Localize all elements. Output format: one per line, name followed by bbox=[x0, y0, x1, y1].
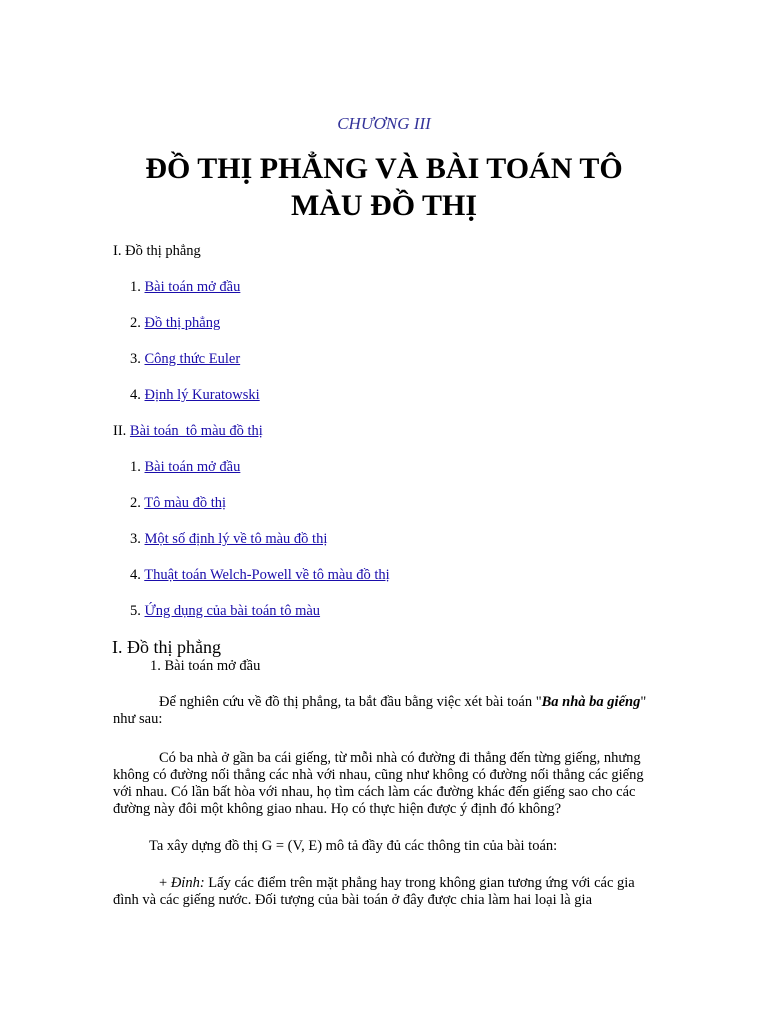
problem-name: Ba nhà ba giếng bbox=[541, 694, 641, 710]
title-line-1: ĐỒ THỊ PHẲNG VÀ BÀI TOÁN TÔ bbox=[145, 152, 623, 185]
toc-item bbox=[130, 567, 390, 584]
toc-link-mot-so-dinh-ly[interactable]: Một số định lý về tô màu đồ thị bbox=[144, 531, 328, 547]
toc-section-2 bbox=[113, 423, 263, 440]
subsection-heading: 1. Bài toán mở đầu bbox=[150, 658, 261, 674]
toc-item-num: 3. bbox=[130, 531, 141, 547]
paragraph-problem bbox=[113, 750, 658, 818]
section-heading: I. Đồ thị phẳng bbox=[112, 637, 221, 657]
toc-item-num: 2. bbox=[130, 495, 141, 511]
toc-section-1-num: I. bbox=[113, 243, 122, 259]
paragraph-intro-text: Để nghiên cứu về đồ thị phẳng, ta bắt đầu bằng việc xét bài toán " bbox=[159, 694, 542, 710]
toc-item bbox=[130, 315, 220, 332]
toc-item bbox=[130, 279, 240, 296]
toc-link-do-thi-phang[interactable]: Đồ thị phẳng bbox=[144, 315, 221, 331]
toc-item bbox=[130, 351, 240, 368]
vertices-label: Đỉnh: bbox=[170, 875, 205, 891]
paragraph-problem-text: Có ba nhà ở gần ba cái giếng, từ mỗi nhà có đường đi thẳng đến từng giếng, nhưng không có đường nối thẳng các nhà với nhau, cũng như không có đường nối thẳng các giếng với nhau. Có lần bất hòa với nhau, họ tìm cách làm các đường khác đến giếng sao cho các đường này đôi một không giao nhau. Họ có thực hiện được ý định đó không? bbox=[113, 750, 644, 817]
toc-link-ung-dung[interactable]: Ứng dụng của bài toán tô màu bbox=[144, 603, 321, 619]
paragraph-intro-tail: " như sau: bbox=[113, 694, 647, 727]
chapter-label: CHƯƠNG III bbox=[337, 114, 431, 133]
toc-link-bai-toan-mo-dau-2[interactable]: Bài toán mở đầu bbox=[144, 459, 241, 475]
paragraph-intro bbox=[113, 694, 658, 728]
toc-item-num: 3. bbox=[130, 351, 141, 367]
toc-link-dinh-ly-kuratowski[interactable]: Định lý Kuratowski bbox=[144, 387, 260, 403]
toc-item bbox=[130, 531, 327, 548]
page-title bbox=[80, 150, 688, 224]
paragraph-graph-text: Ta xây dựng đồ thị G = (V, E) mô tả đầy đủ các thông tin của bài toán: bbox=[149, 838, 558, 854]
toc-link-to-mau-do-thi[interactable]: Tô màu đồ thị bbox=[144, 495, 227, 511]
toc-link-bai-toan-mo-dau[interactable]: Bài toán mở đầu bbox=[144, 279, 241, 295]
toc-item-num: 4. bbox=[130, 567, 141, 583]
toc-section-1-label: Đồ thị phẳng bbox=[125, 243, 201, 259]
toc-item bbox=[130, 495, 226, 512]
title-line-2: MÀU ĐỒ THỊ bbox=[290, 189, 478, 222]
toc-section-2-num: II. bbox=[113, 423, 127, 439]
paragraph-vertices bbox=[113, 875, 658, 909]
toc-section-1 bbox=[113, 243, 201, 260]
toc-item-num: 5. bbox=[130, 603, 141, 619]
paragraph-graph bbox=[113, 838, 658, 855]
toc-item-num: 1. bbox=[130, 279, 141, 295]
paragraph-vertices-text: Lấy các điểm trên mặt phẳng hay trong không gian tương ứng với các gia đình và các giếng nước. Đối tượng của bài toán ở đây được chia làm hai loại là gia bbox=[113, 875, 635, 908]
toc-item-num: 2. bbox=[130, 315, 141, 331]
bullet-prefix: + bbox=[159, 875, 171, 891]
toc-item bbox=[130, 387, 260, 404]
toc-item bbox=[130, 459, 240, 476]
toc-link-welch-powell[interactable]: Thuật toán Welch-Powell về tô màu đồ thị bbox=[144, 567, 390, 583]
toc-item-num: 1. bbox=[130, 459, 141, 475]
toc-link-cong-thuc-euler[interactable]: Công thức Euler bbox=[144, 351, 241, 367]
toc-item bbox=[130, 603, 320, 620]
toc-link-bai-toan-to-mau[interactable]: Bài toán tô màu đồ thị bbox=[129, 423, 263, 439]
toc-item-num: 4. bbox=[130, 387, 141, 403]
